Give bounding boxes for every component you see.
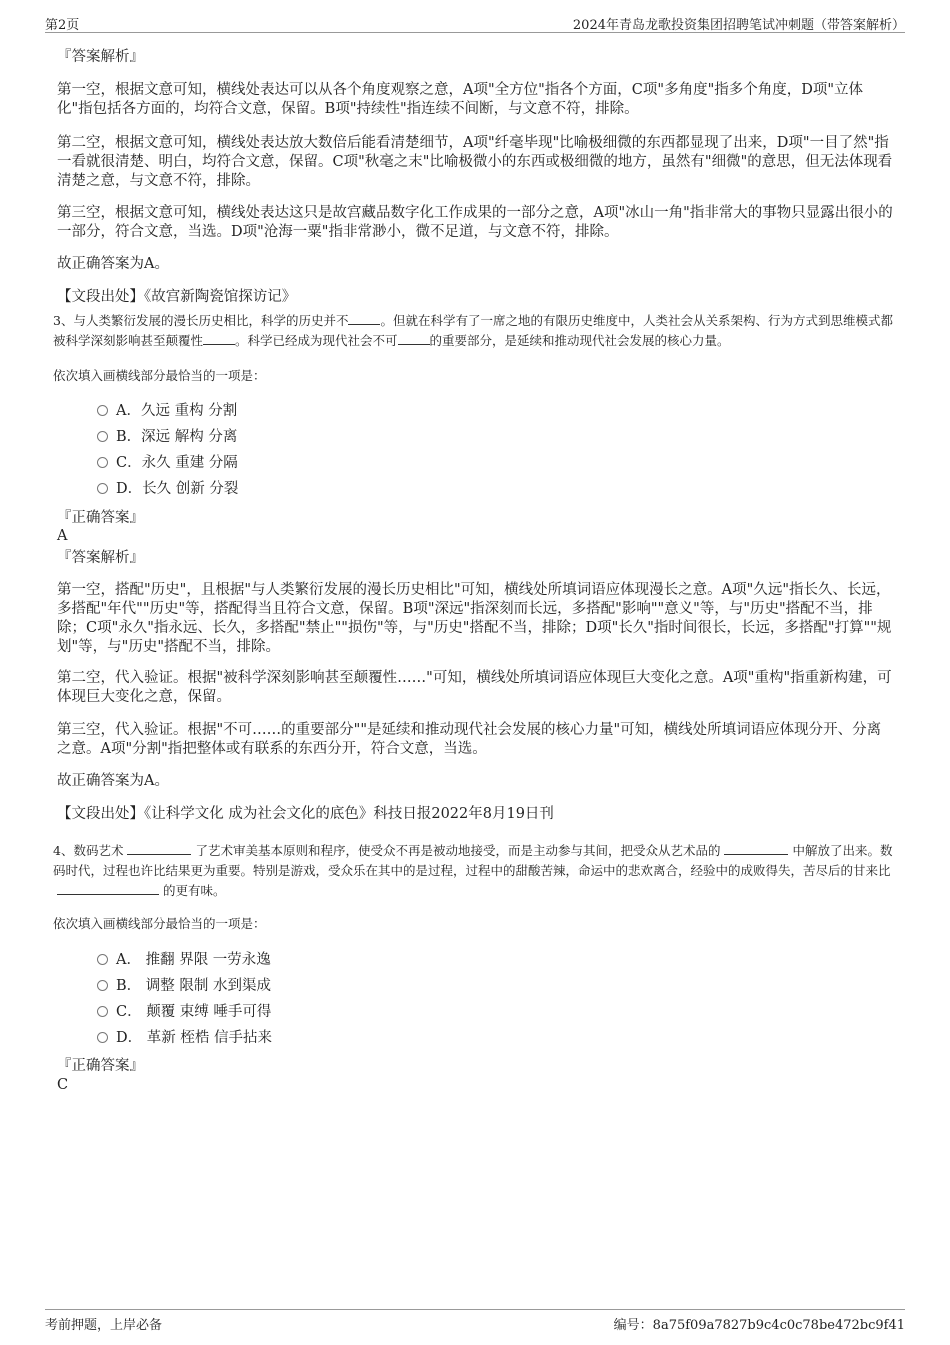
q4-prompt: 依次填入画横线部分最恰当的一项是： <box>53 916 266 931</box>
q3-conclusion: 故正确答案为A。 <box>57 773 169 789</box>
radio-icon[interactable] <box>97 405 108 416</box>
q3-option-c[interactable]: C．永久 重建 分隔 <box>97 454 238 473</box>
q3-stem: 3、与人类繁衍发展的漫长历史相比，科学的历史并不 。但就在科学有了一席之地的有限历史维度中，人类社会从关系架构、行为方式到思维模式都被科学深刻影响甚至颠覆性 。科学已经成为现代社会不可 的重要部分，是延续和推动现代社会发展的核心力量。 <box>53 313 893 348</box>
radio-icon[interactable] <box>97 980 108 991</box>
answer-blank <box>398 332 430 345</box>
q2-analysis-p3: 第三空，根据文意可知，横线处表达这只是故宫藏品数字化工作成果的一部分之意，A项"冰山一角"指非常大的事物只显露出很小的一部分，符合文意，当选。D项"沧海一粟"指非常渺小，微不足道，与文意不符，排除。 <box>57 205 893 240</box>
q3-analysis-p2: 第二空，代入验证。根据"被科学深刻影响甚至颠覆性……"可知，横线处所填词语应体现巨大变化之意。A项"重构"指重新构建，可体现巨大变化之意，保留。 <box>57 670 892 705</box>
q4-option-b[interactable]: B． 调整 限制 水到渠成 <box>97 977 271 996</box>
q3-prompt: 依次填入画横线部分最恰当的一项是： <box>53 368 266 383</box>
answer-blank <box>348 312 380 325</box>
q3-source: 【文段出处】《让科学文化 成为社会文化的底色》科技日报2022年8月19日刊 <box>57 806 554 822</box>
q2-analysis-label: 『答案解析』 <box>57 49 144 65</box>
q3-analysis-p3: 第三空，代入验证。根据"不可……的重要部分""是延续和推动现代社会发展的核心力量"可知，横线处所填词语应体现分开、分离之意。A项"分割"指把整体或有联系的东西分开，符合文意，当选。 <box>57 722 882 757</box>
document-id: 编号：8a75f09a7827b9c4c0c78be472bc9f41 <box>613 1318 905 1333</box>
document-title: 2024年青岛龙歌投资集团招聘笔试冲刺题（带答案解析） <box>572 18 905 33</box>
radio-icon[interactable] <box>97 954 108 965</box>
q4-correct-answer: C <box>57 1077 69 1093</box>
footer-slogan: 考前押题，上岸必备 <box>45 1318 163 1333</box>
q3-analysis-p1: 第一空，搭配"历史"，且根据"与人类繁衍发展的漫长历史相比"可知，横线处所填词语应体现漫长之意。A项"久远"指长久、长远，多搭配"年代""历史"等，搭配得当且符合文意，保留。B项"深远"指深刻而长远，多搭配"影响""意义"等，与"历史"搭配不当，排除；C项"永久"指永远、长久，多搭配"禁止""损伤"等，与"历史"搭配不当，排除；D项"长久"指时间很长，长远，多搭配"打算""规划"等，与"历史"搭配不当，排除。 <box>57 582 892 655</box>
radio-icon[interactable] <box>97 457 108 468</box>
q3-option-b[interactable]: B．深远 解构 分离 <box>97 428 237 447</box>
radio-icon[interactable] <box>97 1006 108 1017</box>
q4-option-d[interactable]: D． 革新 桎梏 信手拈来 <box>97 1029 272 1048</box>
q4-option-a[interactable]: A． 推翻 界限 一劳永逸 <box>97 951 271 970</box>
q2-source: 【文段出处】《故宫新陶瓷馆探访记》 <box>57 289 297 305</box>
radio-icon[interactable] <box>97 431 108 442</box>
q3-analysis-label: 『答案解析』 <box>57 550 144 566</box>
q3-option-a[interactable]: A．久远 重构 分割 <box>97 402 237 421</box>
q4-stem: 4、数码艺术 了艺术审美基本原则和程序，使受众不再是被动地接受，而是主动参与其间，把受众从艺术品的 中解放了出来。数码时代，过程也许比结果更为重要。特别是游戏，受众乐在其中的是过程，过程中的甜酸苦辣，命运中的悲欢离合，经验中的成败得失，苦尽后的甘来比的更有味。 <box>53 843 893 898</box>
answer-blank <box>57 882 159 895</box>
q2-analysis-p2: 第二空，根据文意可知，横线处表达放大数倍后能看清楚细节，A项"纤毫毕现"比喻极细微的东西都显现了出来，D项"一目了然"指一看就很清楚、明白，均符合文意，保留。C项"秋毫之末"比喻极微小的东西或极细微的地方，虽然有"细微"的意思，但无法体现看清楚之意，与文意不符，排除。 <box>57 135 893 189</box>
answer-blank <box>724 842 788 855</box>
q2-conclusion: 故正确答案为A。 <box>57 256 169 272</box>
q3-correct-label: 『正确答案』 <box>57 510 144 526</box>
q3-option-d[interactable]: D．长久 创新 分裂 <box>97 480 238 499</box>
answer-blank <box>203 332 235 345</box>
page-number: 第2页 <box>45 18 80 33</box>
page-header <box>45 12 905 33</box>
radio-icon[interactable] <box>97 483 108 494</box>
q4-correct-label: 『正确答案』 <box>57 1058 144 1074</box>
q3-correct-answer: A <box>57 528 68 544</box>
q4-option-c[interactable]: C． 颠覆 束缚 唾手可得 <box>97 1003 271 1022</box>
answer-blank <box>127 842 191 855</box>
q2-analysis-p1: 第一空，根据文意可知，横线处表达可以从各个角度观察之意，A项"全方位"指各个方面，C项"多角度"指多个角度，D项"立体化"指包括各方面的，均符合文意，保留。B项"持续性"指连续不间断，与文意不符，排除。 <box>57 82 864 117</box>
page-footer <box>45 1309 905 1334</box>
radio-icon[interactable] <box>97 1032 108 1043</box>
